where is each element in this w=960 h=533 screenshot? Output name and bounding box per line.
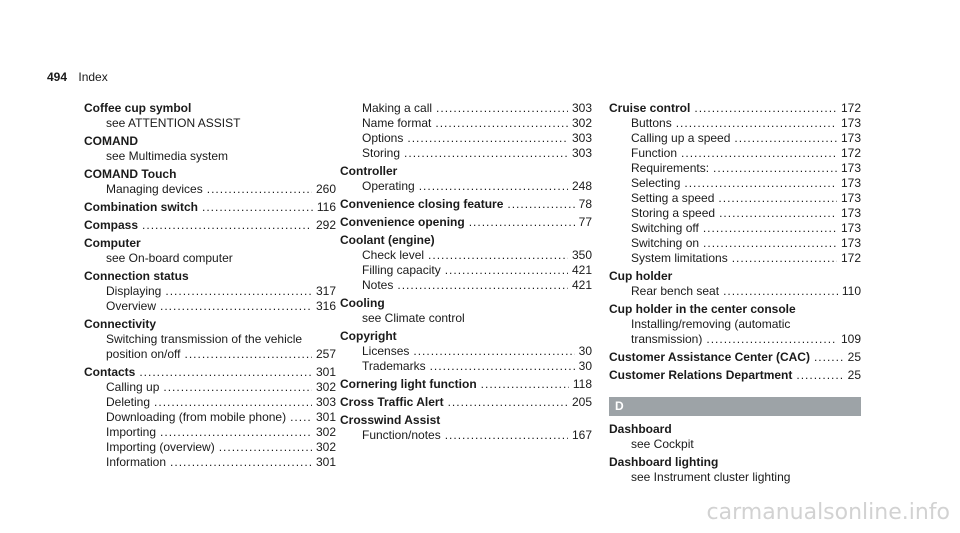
index-term: Controller — [340, 164, 398, 178]
index-term-row — [84, 101, 336, 116]
sub-entry-text: Overview — [106, 299, 157, 313]
page-reference[interactable]: 172 — [840, 101, 861, 115]
index-entry — [609, 422, 861, 452]
sub-entry-text: Installing/removing (automatic — [631, 317, 791, 331]
page-reference[interactable]: 316 — [315, 299, 336, 313]
index-entry — [609, 368, 861, 383]
index-term-row — [609, 302, 861, 317]
index-term: Customer Relations Department — [609, 368, 793, 382]
sub-entry-text: Operating — [362, 179, 415, 193]
sub-entry-text: Deleting — [106, 395, 151, 409]
index-term-row — [340, 413, 592, 428]
index-term: Cup holder — [609, 269, 673, 283]
dot-leader — [142, 218, 312, 233]
page-reference[interactable]: 173 — [840, 161, 861, 175]
index-term: Cruise control — [609, 101, 691, 115]
dot-leader — [170, 455, 312, 470]
see-reference[interactable]: see Multimedia system — [106, 149, 229, 163]
index-term-row — [340, 233, 592, 248]
sub-entry-text: Downloading (from mobile phone) — [106, 410, 287, 424]
index-column-3 — [609, 101, 861, 488]
index-term-row — [609, 455, 861, 470]
index-entry — [609, 350, 861, 365]
sub-entry-row — [609, 251, 861, 266]
index-entry — [84, 200, 336, 215]
dot-leader — [507, 197, 574, 212]
sub-entry-row — [609, 236, 861, 251]
section-letter-bar: D — [609, 397, 861, 416]
sub-entry-text: Check level — [362, 248, 425, 262]
sub-entry-text: Storing — [362, 146, 401, 160]
index-term: Cornering light function — [340, 377, 477, 391]
page-reference[interactable]: 172 — [840, 251, 861, 265]
sub-entry-text: Information — [106, 455, 167, 469]
page-reference[interactable]: 317 — [315, 284, 336, 298]
see-reference[interactable]: see Instrument cluster lighting — [631, 470, 791, 484]
page-reference[interactable]: 302 — [571, 116, 592, 130]
dot-leader — [397, 278, 568, 293]
index-term: Dashboard lighting — [609, 455, 719, 469]
dot-leader — [165, 284, 312, 299]
dot-leader — [681, 146, 837, 161]
dot-leader — [160, 299, 312, 314]
dot-leader — [713, 161, 837, 176]
dot-leader — [219, 440, 312, 455]
page-reference[interactable]: 205 — [571, 395, 592, 409]
sub-entry-row — [84, 455, 336, 470]
page-reference[interactable]: 116 — [316, 200, 336, 214]
sub-entry-row — [340, 359, 592, 374]
index-term-row — [609, 269, 861, 284]
sub-entry-text: Setting a speed — [631, 191, 715, 205]
index-entry — [84, 101, 336, 131]
sub-entry-row — [609, 116, 861, 131]
index-term: Convenience closing feature — [340, 197, 504, 211]
watermark: carmanualsonline.info — [706, 500, 950, 525]
index-term-row — [340, 296, 592, 311]
page-reference[interactable]: 173 — [840, 176, 861, 190]
sub-entry-row — [84, 440, 336, 455]
dot-leader — [481, 377, 569, 392]
index-entry — [340, 197, 592, 212]
dot-leader — [413, 344, 574, 359]
sub-entry-text: Function/notes — [362, 428, 441, 442]
page-reference[interactable]: 30 — [578, 359, 592, 373]
page-reference[interactable]: 173 — [840, 236, 861, 250]
dot-leader — [676, 116, 837, 131]
sub-entry-row — [340, 263, 592, 278]
index-entry — [340, 296, 592, 326]
sub-entry-text: Selecting — [631, 176, 681, 190]
dot-leader — [706, 332, 837, 347]
page-reference[interactable]: 167 — [571, 428, 592, 442]
sub-entry-text: Buttons — [631, 116, 672, 130]
index-entry — [340, 329, 592, 374]
index-term: Computer — [84, 236, 141, 250]
index-term-row — [340, 395, 592, 410]
sub-entry-row — [340, 131, 592, 146]
index-entry — [84, 134, 336, 164]
index-term: Coolant (engine) — [340, 233, 435, 247]
sub-entry-text: Storing a speed — [631, 206, 716, 220]
page-reference[interactable]: 77 — [578, 215, 592, 229]
dot-leader — [139, 365, 312, 380]
index-column-2 — [340, 101, 592, 446]
sub-entry-row — [609, 332, 861, 347]
page-reference[interactable]: 421 — [571, 278, 592, 292]
section-title: Index — [78, 70, 108, 84]
sub-entry-continuation: transmission) — [631, 332, 703, 346]
sub-entry-text: Function — [631, 146, 678, 160]
dot-leader — [734, 131, 837, 146]
sub-entry-row — [340, 101, 592, 116]
sub-entry-row — [609, 206, 861, 221]
sub-entry-text: Rear bench seat — [631, 284, 720, 298]
page-reference[interactable]: 302 — [315, 425, 336, 439]
sub-entry-row — [340, 116, 592, 131]
page-reference[interactable]: 257 — [315, 347, 336, 361]
index-term: Compass — [84, 218, 139, 232]
sub-entry-text: Requirements: — [631, 161, 710, 175]
sub-entry-text: Importing (overview) — [106, 440, 215, 454]
index-entry — [340, 377, 592, 392]
sub-entry-text: Trademarks — [362, 359, 426, 373]
sub-entry-text: Name format — [362, 116, 432, 130]
sub-entry-row — [84, 284, 336, 299]
sub-entry-text: Switching off — [631, 221, 699, 235]
sub-entry-row — [609, 176, 861, 191]
page-reference[interactable]: 173 — [840, 131, 861, 145]
sub-entry-row — [84, 380, 336, 395]
index-entry — [609, 101, 861, 266]
page-reference[interactable]: 303 — [315, 395, 336, 409]
index-entry — [84, 167, 336, 197]
page-reference[interactable]: 302 — [315, 380, 336, 394]
sub-entry-row — [340, 146, 592, 161]
sub-entry-text: Options — [362, 131, 404, 145]
dot-leader — [202, 200, 313, 215]
index-entry — [84, 269, 336, 314]
dot-leader — [448, 395, 568, 410]
dot-leader — [428, 248, 568, 263]
dot-leader — [207, 182, 312, 197]
index-term: Connection status — [84, 269, 189, 283]
index-entry — [340, 215, 592, 230]
sub-entry-text: Filling capacity — [362, 263, 441, 277]
page-reference[interactable]: 78 — [578, 197, 592, 211]
sub-entry-text: System limitations — [631, 251, 728, 265]
index-term: COMAND — [84, 134, 138, 148]
sub-entry-text: Displaying — [106, 284, 162, 298]
sub-entry-text: Calling up a speed — [631, 131, 731, 145]
index-term: Coffee cup symbol — [84, 101, 192, 115]
index-entry — [340, 413, 592, 443]
dot-leader — [290, 410, 312, 425]
index-term-row — [609, 350, 861, 365]
dot-leader — [694, 101, 837, 116]
dot-leader — [703, 221, 837, 236]
sub-entry-row — [340, 428, 592, 443]
index-entry — [340, 233, 592, 293]
dot-leader — [445, 428, 568, 443]
dot-leader — [430, 359, 575, 374]
index-term: Connectivity — [84, 317, 157, 331]
page-reference[interactable]: 301 — [315, 455, 336, 469]
index-term-row — [340, 329, 592, 344]
index-term-row — [84, 200, 336, 215]
sub-entry-row — [84, 299, 336, 314]
dot-leader — [407, 131, 568, 146]
sub-entry-row — [340, 278, 592, 293]
see-reference[interactable]: see Climate control — [362, 311, 465, 325]
dot-leader — [163, 380, 312, 395]
sub-entry-row — [340, 344, 592, 359]
dot-leader — [419, 179, 568, 194]
index-term-row — [340, 197, 592, 212]
dot-leader — [154, 395, 312, 410]
page-reference[interactable]: 30 — [578, 344, 592, 358]
sub-entry-row — [609, 221, 861, 236]
page-reference[interactable]: 303 — [571, 101, 592, 115]
sub-entry-row — [84, 425, 336, 440]
page-reference[interactable]: 173 — [840, 221, 861, 235]
index-term: COMAND Touch — [84, 167, 177, 181]
page-reference[interactable]: 301 — [315, 410, 336, 424]
sub-entry-row — [609, 191, 861, 206]
page-reference[interactable]: 350 — [571, 248, 592, 262]
dot-leader — [718, 191, 837, 206]
index-term-row — [84, 167, 336, 182]
dot-leader — [445, 263, 568, 278]
sub-entry-continuation: position on/off — [106, 347, 181, 361]
index-entry — [84, 236, 336, 266]
index-entry — [84, 218, 336, 233]
dot-leader — [436, 101, 568, 116]
index-term: Cup holder in the center console — [609, 302, 796, 316]
see-reference[interactable]: see Cockpit — [631, 437, 694, 451]
index-term: Cooling — [340, 296, 385, 310]
index-term-row — [84, 269, 336, 284]
sub-entry-row — [609, 284, 861, 299]
sub-entry-row — [609, 161, 861, 176]
index-term: Copyright — [340, 329, 397, 343]
index-entry — [84, 317, 336, 362]
index-entry — [340, 101, 592, 161]
index-term-row — [84, 218, 336, 233]
index-term: Customer Assistance Center (CAC) — [609, 350, 810, 364]
page-reference[interactable]: 173 — [840, 206, 861, 220]
sub-entry-text: Importing — [106, 425, 157, 439]
dot-leader — [796, 368, 843, 383]
dot-leader — [719, 206, 837, 221]
sub-entry-text: Switching transmission of the vehicle — [106, 332, 303, 346]
index-term-row — [609, 368, 861, 383]
index-term: Cross Traffic Alert — [340, 395, 444, 409]
dot-leader — [160, 425, 312, 440]
dot-leader — [435, 116, 568, 131]
page-reference[interactable]: 109 — [840, 332, 861, 346]
index-entry — [340, 164, 592, 194]
dot-leader — [732, 251, 837, 266]
dot-leader — [814, 350, 844, 365]
page-reference[interactable]: 260 — [315, 182, 336, 196]
page-reference[interactable]: 173 — [840, 191, 861, 205]
page-reference[interactable]: 25 — [847, 368, 861, 382]
index-entry — [609, 269, 861, 299]
page-header — [47, 70, 108, 84]
sub-entry-row — [609, 131, 861, 146]
page-reference[interactable]: 303 — [571, 146, 592, 160]
page-reference[interactable]: 173 — [840, 116, 861, 130]
index-term-row — [609, 101, 861, 116]
page-number: 494 — [47, 70, 68, 84]
page-reference[interactable]: 248 — [571, 179, 592, 193]
sub-entry-row — [84, 395, 336, 410]
sub-entry-row — [340, 248, 592, 263]
index-term-row — [84, 236, 336, 251]
sub-entry-text: Calling up — [106, 380, 160, 394]
dot-leader — [703, 236, 837, 251]
sub-entry-text: Managing devices — [106, 182, 203, 196]
see-reference[interactable]: see On-board computer — [106, 251, 233, 265]
index-entry — [340, 395, 592, 410]
sub-entry-row — [340, 179, 592, 194]
dot-leader — [185, 347, 312, 362]
index-term-row — [84, 365, 336, 380]
page-reference[interactable]: 172 — [840, 146, 861, 160]
index-column-1 — [84, 101, 336, 473]
index-term: Crosswind Assist — [340, 413, 441, 427]
index-term-row — [84, 134, 336, 149]
sub-entry-row — [84, 182, 336, 197]
index-term-row — [340, 377, 592, 392]
dot-leader — [684, 176, 837, 191]
sub-entry-row — [609, 146, 861, 161]
index-entry — [609, 455, 861, 485]
index-term: Convenience opening — [340, 215, 465, 229]
sub-entry-text: Notes — [362, 278, 394, 292]
sub-entry-row — [84, 410, 336, 425]
dot-leader — [404, 146, 568, 161]
see-reference[interactable]: see ATTENTION ASSIST — [106, 116, 241, 130]
index-term-row — [609, 422, 861, 437]
index-term-row — [340, 164, 592, 179]
index-entry — [84, 365, 336, 470]
index-entry — [609, 302, 861, 347]
page-reference[interactable]: 301 — [315, 365, 336, 379]
index-term-row — [340, 215, 592, 230]
sub-entry-row — [84, 347, 336, 362]
index-term: Contacts — [84, 365, 136, 379]
sub-entry-text: Making a call — [362, 101, 433, 115]
sub-entry-text: Licenses — [362, 344, 410, 358]
index-term: Dashboard — [609, 422, 672, 436]
dot-leader — [469, 215, 575, 230]
page-reference[interactable]: 292 — [315, 218, 336, 232]
page-reference[interactable]: 303 — [571, 131, 592, 145]
page-reference[interactable]: 25 — [847, 350, 861, 364]
index-term-row — [84, 317, 336, 332]
page-reference[interactable]: 421 — [571, 263, 592, 277]
page-reference[interactable]: 110 — [841, 284, 861, 298]
page-reference[interactable]: 118 — [572, 377, 592, 391]
page-reference[interactable]: 302 — [315, 440, 336, 454]
sub-entry-text: Switching on — [631, 236, 700, 250]
index-term: Combination switch — [84, 200, 198, 214]
dot-leader — [723, 284, 838, 299]
